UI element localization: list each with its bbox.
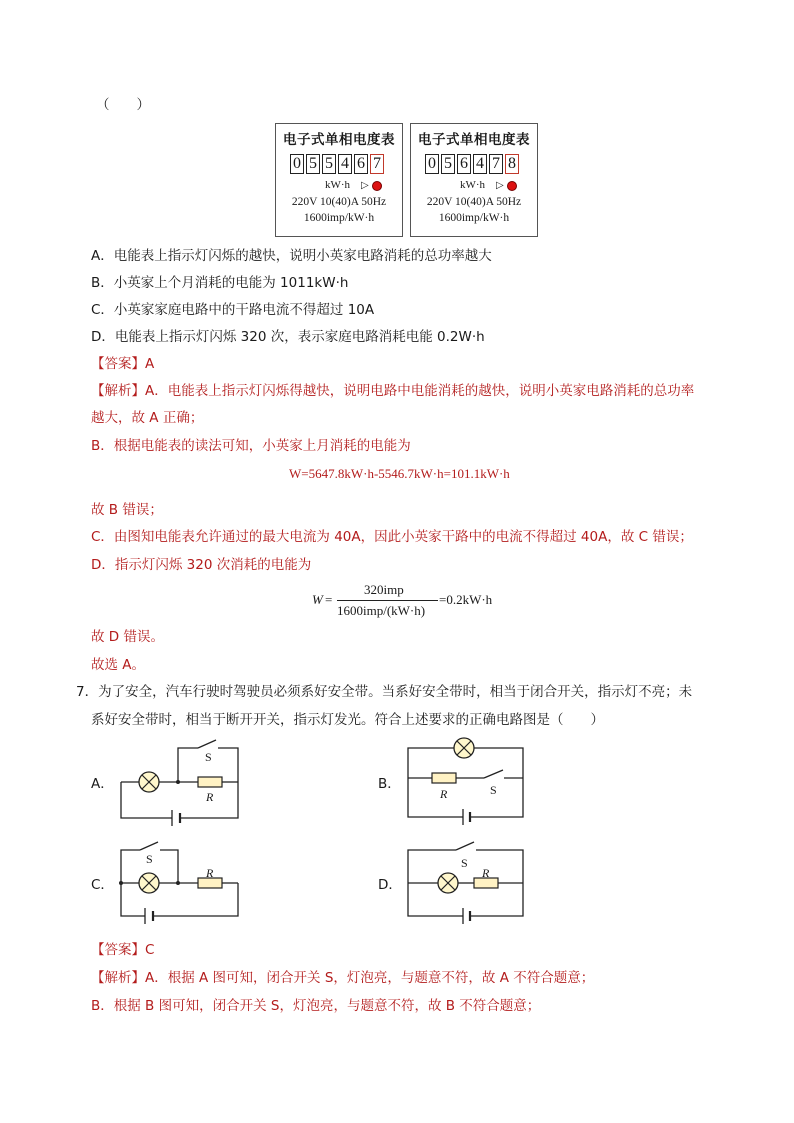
- pulse-arrow-icon: ▷: [496, 180, 504, 191]
- resistor-label: R: [206, 790, 214, 804]
- formula-lhs: W: [312, 592, 323, 607]
- analysis-line: B．根据电能表的读法可知，小英家上月消耗的电能为: [91, 438, 411, 454]
- formula-denominator: 1600imp/(kW·h): [337, 603, 426, 618]
- switch-label: S: [205, 750, 212, 764]
- meter-unit: kW·h: [325, 179, 351, 191]
- meter-digit: 0: [425, 154, 439, 174]
- analysis-line: 【解析】A．根据 A 图可知，闭合开关 S，灯泡亮，与题意不符，故 A 不符合题意；: [91, 970, 595, 986]
- switch-label: S: [146, 852, 153, 866]
- option-d-label: D．: [378, 877, 402, 893]
- analysis-line: 【解析】A．电能表上指示灯闪烁得越快，说明电路中电能消耗的越快，说明小英家电路消耗的总功率: [91, 383, 695, 399]
- question-7-stem: 7．为了安全，汽车行驶时驾驶员必须系好安全带。当系好安全带时，相当于闭合开关，指示灯不亮；未: [76, 684, 693, 700]
- resistor-label: R: [440, 787, 448, 801]
- analysis-line: 故选 A。: [91, 657, 146, 673]
- option-a-label: A．: [91, 776, 114, 792]
- meter-digit: 6: [354, 154, 368, 174]
- formula-numerator: 320imp: [364, 582, 404, 597]
- answer-label: 【答案】A: [91, 356, 155, 372]
- analysis-line: D．指示灯闪烁 320 次消耗的电能为: [91, 557, 312, 573]
- option-c-label: C．: [91, 877, 114, 893]
- analysis-line: 故 B 错误；: [91, 502, 163, 518]
- formula-eq: =: [325, 592, 333, 607]
- meter-title: 电子式单相电度表: [418, 132, 530, 148]
- switch-label: S: [461, 856, 468, 870]
- analysis-line: B．根据 B 图可知，闭合开关 S，灯泡亮，与题意不符，故 B 不符合题意；: [91, 998, 541, 1014]
- meter-spec: 1600imp/kW·h: [438, 212, 510, 224]
- meter-digit: 4: [338, 154, 352, 174]
- formula-rhs: =0.2kW·h: [439, 592, 493, 607]
- answer-label: 【答案】C: [91, 942, 155, 958]
- meter-digit: 0: [290, 154, 304, 174]
- resistor-label: R: [482, 866, 490, 880]
- option-b-label: B．: [378, 776, 401, 792]
- resistor-label: R: [206, 866, 214, 880]
- meter-digit: 5: [306, 154, 320, 174]
- meter-title: 电子式单相电度表: [283, 132, 395, 148]
- meter-spec: 220V 10(40)A 50Hz: [291, 196, 387, 208]
- meter-digit: 5: [322, 154, 336, 174]
- analysis-line: 故 D 错误。: [91, 629, 164, 645]
- lamp-icon: [438, 873, 458, 893]
- option-c: C．小英家家庭电路中的干路电流不得超过 10A: [91, 302, 375, 318]
- option-d: D．电能表上指示灯闪烁 320 次，表示家庭电路消耗电能 0.2W·h: [91, 329, 485, 345]
- meter-digit: 7: [489, 154, 503, 174]
- meter-digit: 4: [473, 154, 487, 174]
- meter-spec: 220V 10(40)A 50Hz: [426, 196, 522, 208]
- analysis-line: 越大，故 A 正确；: [91, 410, 204, 426]
- option-a: A．电能表上指示灯闪烁的越快，说明小英家电路消耗的总功率越大: [91, 248, 492, 264]
- question-7-stem: 系好安全带时，相当于断开开关，指示灯发光。符合上述要求的正确电路图是（ ）: [91, 712, 604, 728]
- meter-unit: kW·h: [460, 179, 486, 191]
- meter-digit: 6: [457, 154, 471, 174]
- meter-digit-decimal: 7: [370, 154, 384, 174]
- top-bracket: （ ）: [96, 97, 150, 113]
- meter-digit-decimal: 8: [505, 154, 519, 174]
- energy-formula: W=5647.8kW·h-5546.7kW·h=101.1kW·h: [289, 466, 510, 481]
- meter-digit: 5: [441, 154, 455, 174]
- pulse-arrow-icon: ▷: [361, 180, 369, 191]
- meter-spec: 1600imp/kW·h: [303, 212, 375, 224]
- switch-label: S: [490, 783, 497, 797]
- analysis-line: C．由图知电能表允许通过的最大电流为 40A，因此小英家干路中的电流不得超过 40A，故 C 错误；: [91, 529, 693, 545]
- option-b: B．小英家上个月消耗的电能为 1011kW·h: [91, 275, 349, 291]
